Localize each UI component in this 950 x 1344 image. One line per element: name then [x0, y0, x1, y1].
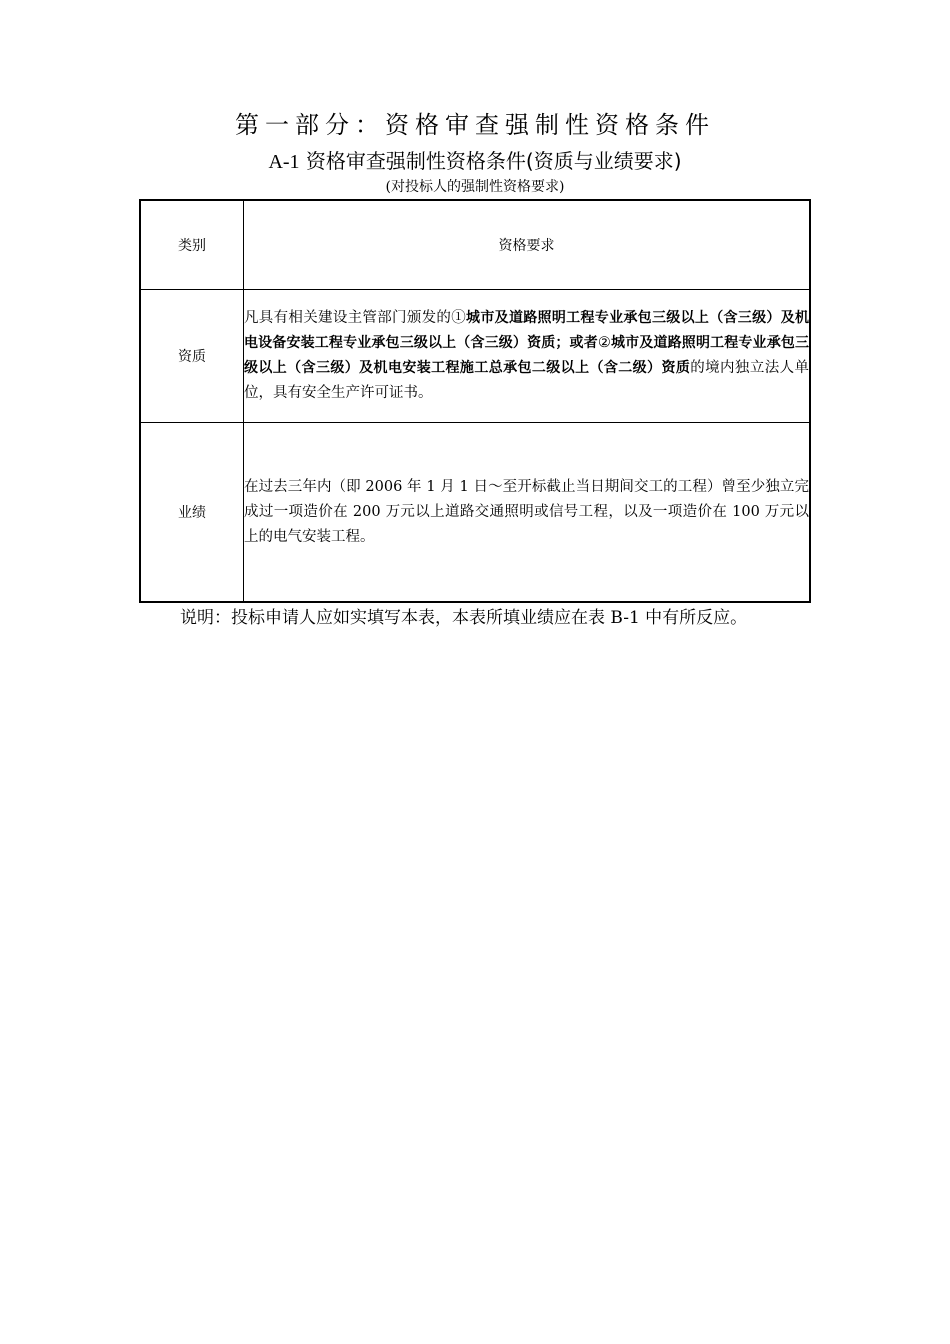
header-category: 类别	[140, 200, 244, 290]
performance-requirement: 在过去三年内（即 2006 年 1 月 1 日～至开标截止当日期间交工的工程）曾至少独立完成过一项造价在 200 万元以上道路交通照明或信号工程，以及一项造价在 100 万元以上的电气安装工程。	[244, 423, 811, 603]
header-requirement: 资格要求	[244, 200, 811, 290]
qualification-text-2: ②	[597, 335, 612, 351]
subtitle-text: 资格审查强制性资格条件(资质与业绩要求)	[305, 149, 682, 173]
table-subtitle	[0, 147, 950, 176]
qualification-bold-1: 城市及道路照明工程专业承包三级以上（含三级）及机电设备安装工程专业承包三级以上（含三级）资质；或者	[244, 310, 810, 351]
page-title: 第一部分：资格审查强制性资格条件	[235, 111, 715, 139]
qualification-text-3: 的境内独立法人单位，具有安全生产许可证书。	[244, 360, 810, 401]
qualification-requirement	[244, 290, 811, 423]
requirements-table	[139, 199, 811, 603]
row-category-qualification: 资质	[140, 290, 244, 423]
row-category-performance: 业绩	[140, 423, 244, 603]
table-header-row	[140, 200, 810, 290]
qualification-bold-2: 城市及道路照明工程专业承包三级以上（含三级）及机电安装工程施工总承包二级以上（含二级）资质	[244, 335, 810, 376]
table-footnote: 说明：投标申请人应如实填写本表，本表所填业绩应在表 B-1 中有所反应。	[180, 608, 748, 628]
table-row-performance	[140, 423, 810, 603]
table-row-qualification	[140, 290, 810, 423]
table-note: (对投标人的强制性资格要求)	[385, 179, 565, 195]
qualification-text-1: 凡具有相关建设主管部门颁发的①	[244, 310, 467, 326]
subtitle-prefix: A-1	[268, 151, 300, 173]
